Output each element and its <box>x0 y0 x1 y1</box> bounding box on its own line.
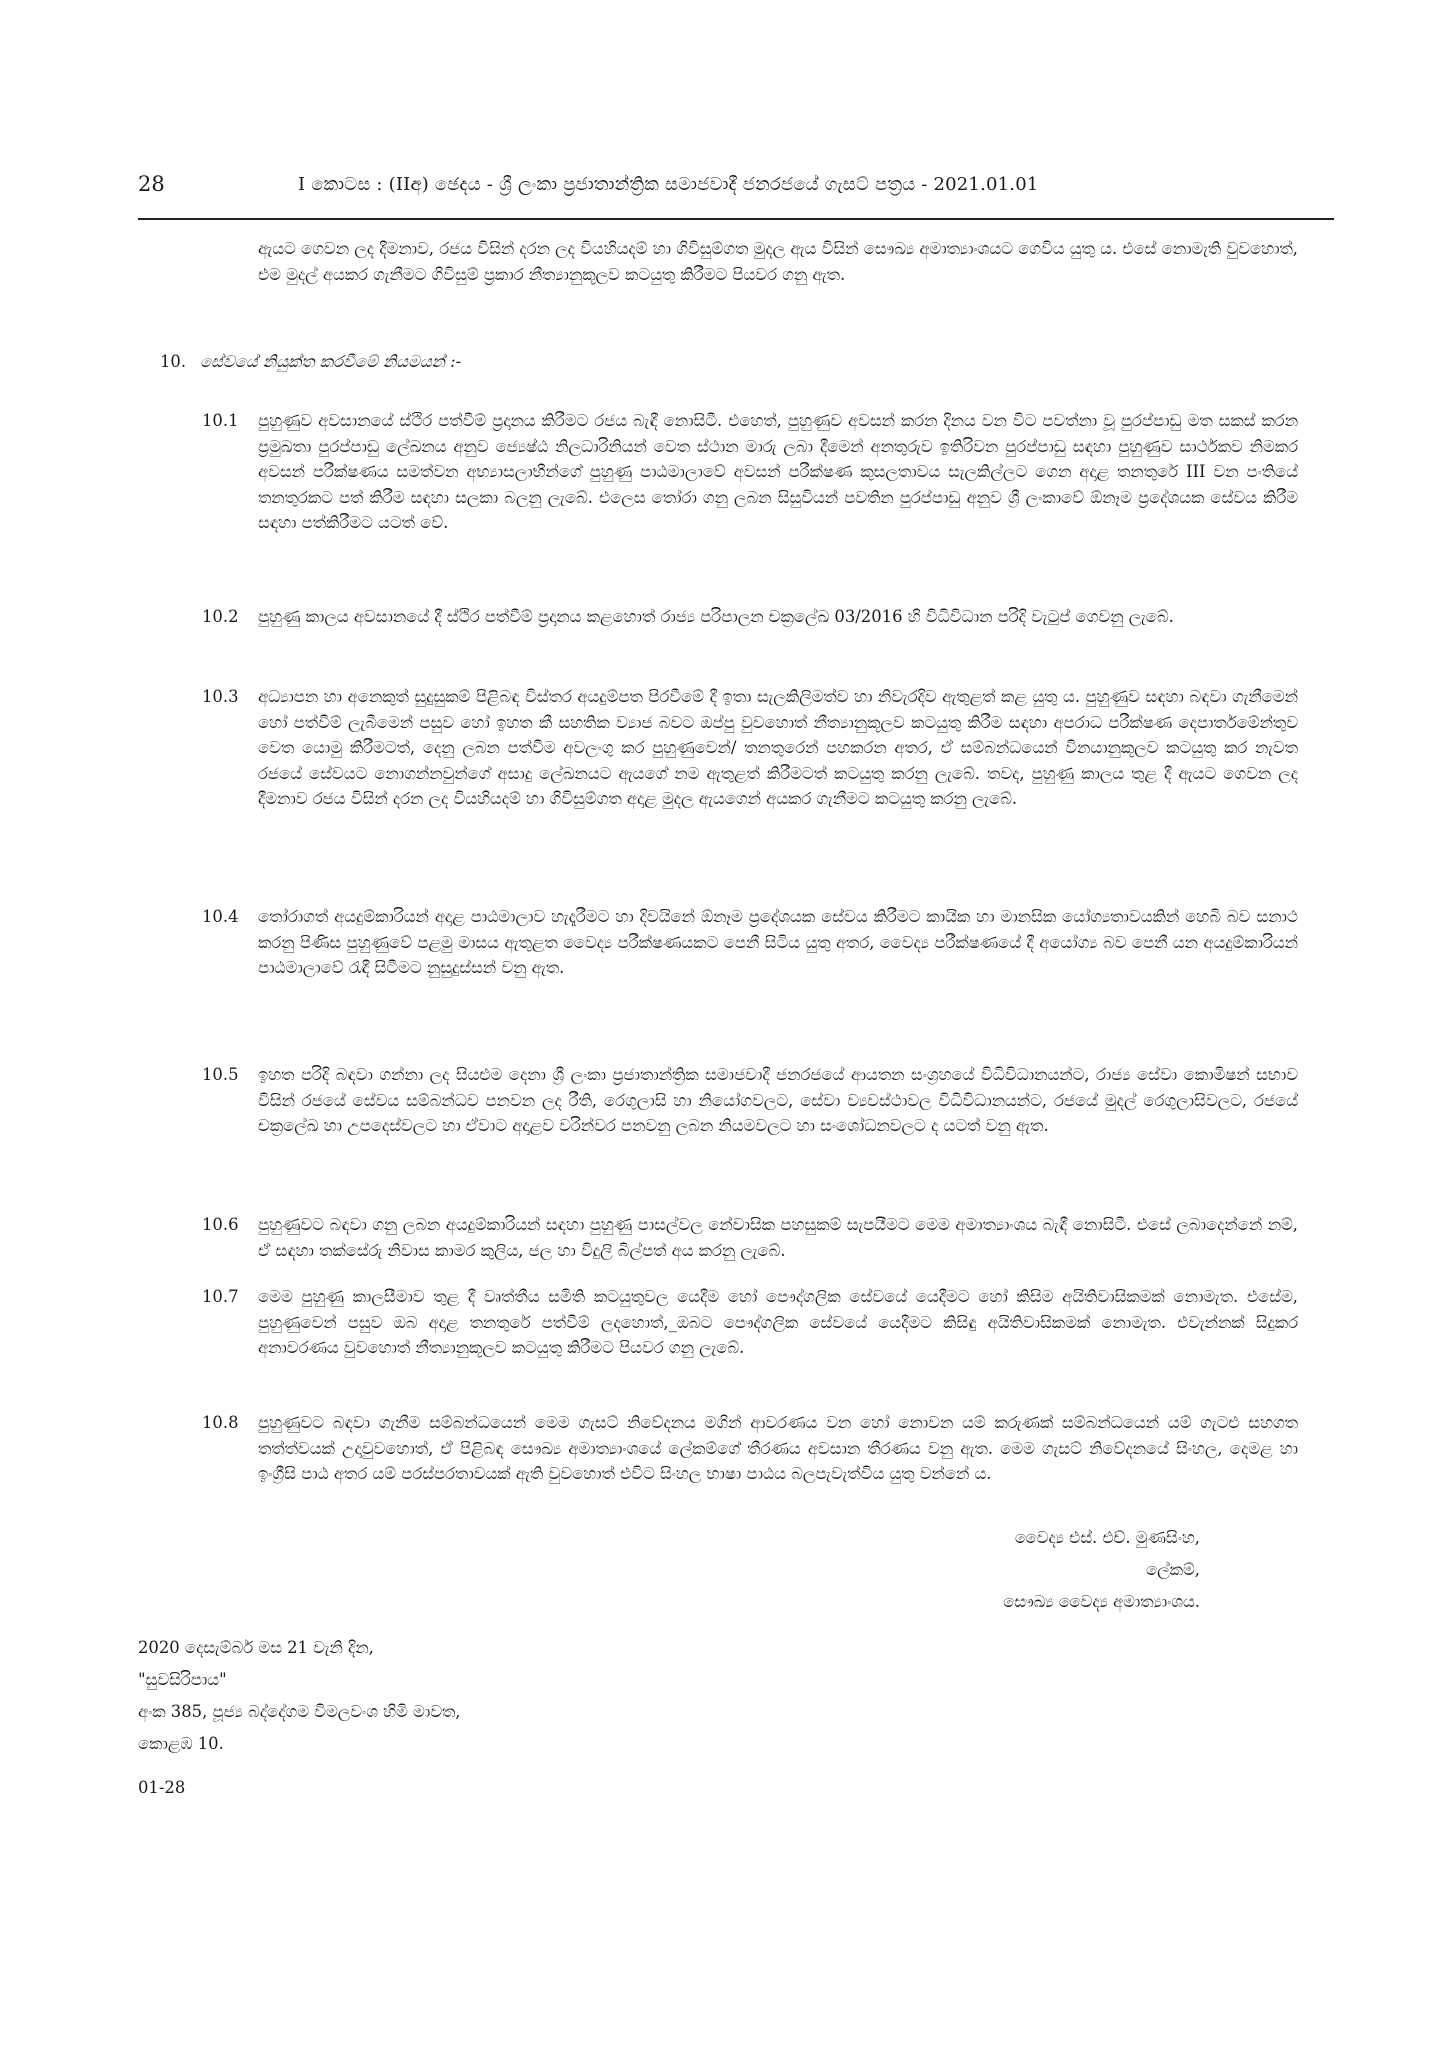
city: කොළඹ 10. <box>138 1734 224 1753</box>
continuation-paragraph: ඇයට ගෙවන ලද දීමනාව, රජය විසින් දරන ලද වියහියදම් හා ගිවිසුම්ගත මුදල ඇය විසින් සෞඛ්‍ය අමාත්‍යාංශයට ගෙවිය යුතු ය. එසේ නොමැති වුවහොත්, එම මුදල් අයකර ගැනීමට ගිවිසුම් ප්‍රකාර නීත්‍යානුකූලව කටයුතු කිරීමට පියවර ගනු ඇත. <box>258 239 1298 284</box>
clause-number: 10.6 <box>202 1215 239 1234</box>
clause-text: පුහුණුවට බඳවා ගනු ලබන අයදුම්කාරියන් සඳහා පුහුණු පාසල්වල නේවාසික පහසුකම් සැපයීමට මෙම අමාත්‍යාංශය බැඳී නොසිටී. එසේ ලබාදෙන්නේ නම්, ඒ සඳහා තක්සේරු නිවාස කාමර කුලිය, ජල හා විදුලි බිල්පත් අය කරනු ලැබේ. <box>258 1215 1298 1260</box>
clause-number: 10.5 <box>202 1065 239 1084</box>
signatory-name: වෛද්‍ය එස්. එච්. මුණසිංහ, <box>1014 1528 1200 1547</box>
section-title: සේවයේ නියුක්ත කරවීමේ නියමයන් :- <box>200 352 462 371</box>
clause-text: අධ්‍යාපන හා අනෙකුත් සුදුසුකම් පිළිබඳ විස්තර අයදුම්පත පිරවීමේ දී ඉතා සැලකිලිමත්ව හා නිවැරදිව ඇතුළත් කළ යුතු ය. පුහුණුව සඳහා බඳවා ගැනීමෙන් හෝ පත්වීම් ලැබීමෙන් පසුව හෝ ඉහත කී සහතික ව්‍යාජ බවට ඔප්පු වුවහොත් නීත්‍යානුකූලව කටයුතු කිරීම සඳහා අපරාධ පරීක්ෂණ දෙපාර්තමේන්තුව වෙත යොමු කිරීමටත්, දෙනු ලබන පත්වීම අවලංගු කර පුහුණුවෙන්/ තනතුරෙන් පහකරන අතර, ඒ සම්බන්ධයෙන් විනයානුකූලව කටයුතු කර නැවත රජයේ සේවයට නොගන්නවුන්ගේ අසාදු ලේඛනයට ඇයගේ නම ඇතුළත් කිරීමටත් කටයුතු කරනු ලැබේ. තවද, පුහුණු කාලය තුළ දී ඇයට ගෙවන ලද දීමනාව රජය විසින් දරන ලද වියහියදම් හා ගිවිසුම්ගත අදාළ මුදල ඇයගෙන් අයකර ගැනීමට කටයුතු කරනු ලැබේ. <box>258 687 1298 808</box>
reference-code: 01-28 <box>138 1778 186 1797</box>
running-title: I කොටස : (IIඅ) ඡෙදය - ශ්‍රී ලංකා ප්‍රජාතාන්ත්‍රික සමාජවාදී ජනරජයේ ගැසට් පත්‍රය - 2021.01.01 <box>298 174 1039 195</box>
clause-number: 10.8 <box>202 1413 239 1432</box>
signatory-ministry: සෞඛ්‍ය වෛද්‍ය අමාත්‍යාංශය. <box>1003 1592 1200 1611</box>
clause-text: තෝරාගත් අයදුම්කාරියන් අදාළ පාඨමාලාව හැදෑරීමට හා දිවයිනේ ඕනෑම ප්‍රදේශයක සේවය කිරීමට කායික හා මානසික යෝග්‍යතාවයකින් හෙබි බව සනාථ කරනු පිණිස පුහුණුවේ පළමු මාසය ඇතුළත වෛද්‍ය පරීක්ෂණයකට පෙනී සිටිය යුතු අතර, වෛද්‍ය පරීක්ෂණයේ දී අයෝග්‍ය බව පෙනී යන අයදුම්කාරියන් පාඨමාලාවේ රැඳී සිටීමට නුසුදුස්සන් වනු ඇත. <box>258 907 1298 977</box>
clause-number: 10.7 <box>202 1287 239 1306</box>
section-number: 10. <box>160 352 187 371</box>
clause-text: මෙම පුහුණු කාලසීමාව තුළ දී වෘත්තීය සමිති කටයුතුවල යෙදීම හෝ පෞද්ගලික සේවයේ යෙදීමට හෝ කිසිම අයිතිවාසිකමක් නොමැත. එසේම, පුහුණුවෙන් පසුව ඔබ අදාළ තනතුරේ පත්වීම් ලදහොත්,_ඔබට පෞද්ගලික සේවයේ යෙදීමට කිසිඳු අයිතිවාසිකමක් නොමැත. එවැන්නක් සිදුකර අනාවරණය වුවහොත් නීත්‍යානුකූලව කටයුතු කිරීමට පියවර ගනු ලැබේ. <box>258 1287 1298 1357</box>
clause-text: පුහුණුවට බඳවා ගැනීම සම්බන්ධයෙන් මෙම ගැසට් නිවේදනය මගින් ආවරණය වන හෝ නොවන යම් කරුණක් සම්බන්ධයෙන් යම් ගැටළු සහගත තත්ත්වයක් උදාවුවහොත්, ඒ පිළිබඳ සෞඛ්‍ය අමාත්‍යාංශයේ ලේකම්ගේ තීරණය අවසාන තීරණය වනු ඇත. මෙම ගැසට් නිවේදනයේ සිංහල, දෙමළ හා ඉංග්‍රීසි පාඨ අතර යම් පරස්පරතාවයක් ඇති වුවහොත් එවිට සිංහල භාෂා පාඨය බලපැවැත්විය යුතු වන්නේ ය. <box>258 1413 1298 1483</box>
page-header <box>138 172 1334 214</box>
clause-text: පුහුණු කාලය අවසානයේ දී ස්ථිර පත්වීම් ප්‍රදානය කළහොත් රාජ්‍ය පරිපාලන චක්‍රලේඛ 03/2016 හි විධිවිධාන පරිදි වැටුප් ගෙවනු ලැබේ. <box>258 607 1174 626</box>
page-number: 28 <box>138 172 165 196</box>
issue-date: 2020 දෙසැම්බර් මස 21 වැනි දින, <box>138 1638 374 1657</box>
building-name: "සුවසිරිපාය" <box>138 1670 227 1689</box>
clause-text: ඉහත පරිදි බඳවා ගන්නා ලද සියළුම දෙනා ශ්‍රී ලංකා ප්‍රජාතාන්ත්‍රික සමාජවාදී ජනරජයේ ආයතන සංග්‍රහයේ විධිවිධානයන්ට, රාජ්‍ය සේවා කොමිෂන් සභාව විසින් රජයේ සේවය සම්බන්ධව පනවන ලද රීති, රෙගුලාසි හා නියෝගවලට, සේවා ව්‍යවස්ථාවල විධිවිධානයන්ට, රජයේ මුදල් රෙගුලාසිවලට, රජයේ චක්‍රලේඛ හා උපදෙස්වලට හා ඒවාට අදාළව වරින්වර පනවනු ලබන නියමවලට හා සංශෝධනවලට ද යටත් වනු ඇත. <box>258 1065 1298 1135</box>
issue-address <box>138 1632 461 1760</box>
signature-block <box>900 1522 1200 1618</box>
street-address: අංක 385, පූජ්‍ය බද්දේගම විමලවංශ හිමි මාවත, <box>138 1702 461 1721</box>
header-rule <box>138 218 1334 220</box>
clause-number: 10.2 <box>202 607 239 626</box>
clause-number: 10.4 <box>202 907 239 926</box>
clause-number: 10.1 <box>202 411 239 430</box>
signatory-title: ලේකම්, <box>1146 1560 1200 1579</box>
clause-number: 10.3 <box>202 687 239 706</box>
clause-text: පුහුණුව අවසානයේ ස්ථිර පත්වීම් ප්‍රදානය කිරීමට රජය බැඳී නොසිටී. එහෙත්, පුහුණුව අවසන් කරන දිනය වන විට පවත්නා වූ පුරප්පාඩු මත සකස් කරන ප්‍රමුඛතා පුරප්පාඩු ලේඛනය අනුව ජ්‍යෙෂ්ඨ නිලධාරිනියන් වෙත ස්ථාන මාරු ලබා දීමෙන් අනතුරුව ඉතිරිවන පුරප්පාඩු සඳහා පුහුණුව සාර්ථකව නිමකර අවසන් පරීක්ෂණය සමත්වන අභ්‍යාසලාභීන්ගේ පුහුණු පාඨමාලාවේ අවසන් පරීක්ෂණ කුසලතාවය සැලකිල්ලට ගෙන අදාළ තනතුරේ III වන පංතියේ තනතුරකට පත් කිරීම සඳහා සලකා බලනු ලැබේ. එලෙස තෝරා ගනු ලබන සිසුවියන් පවතින පුරප්පාඩු අනුව ශ්‍රී ලංකාවේ ඕනෑම ප්‍රදේශයක සේවය කිරීම සඳහා පත්කිරීමට යටත් වේ. <box>258 411 1298 532</box>
